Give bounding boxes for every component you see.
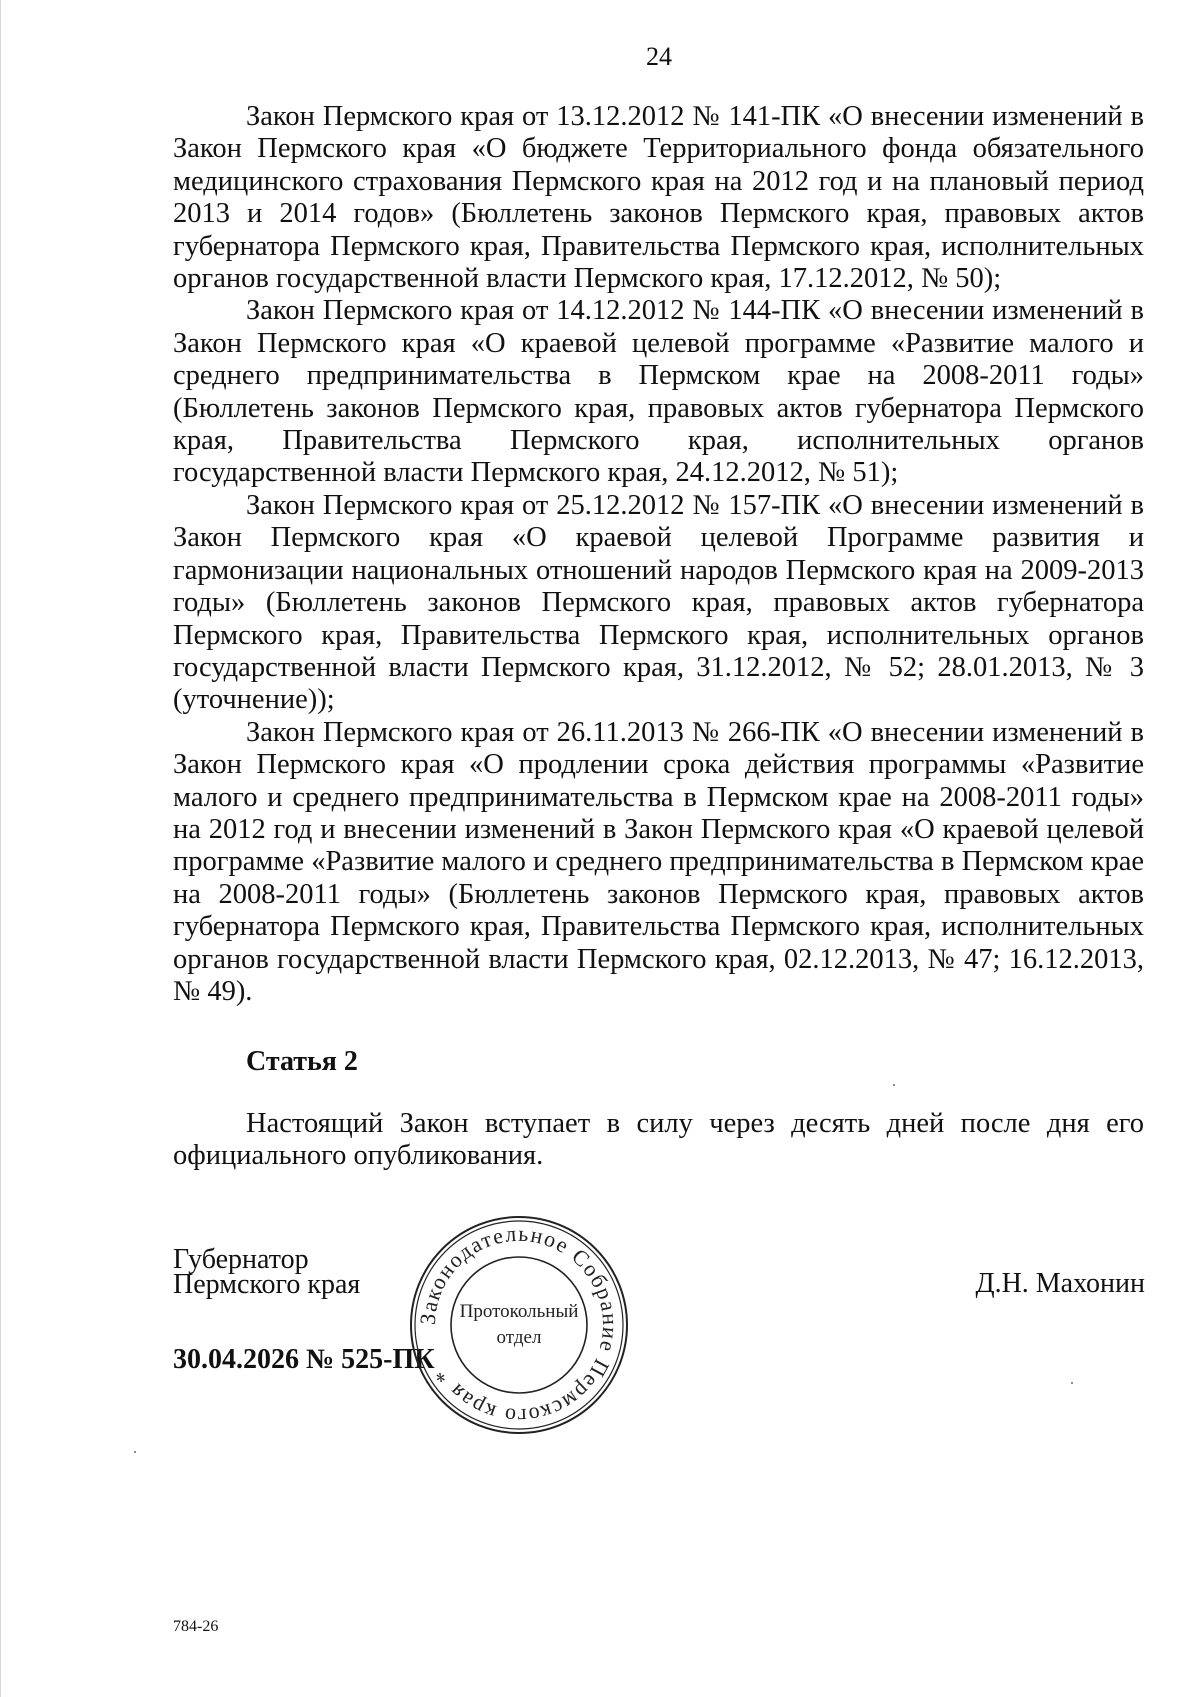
law-paragraph-3: Закон Пермского края от 25.12.2012 № 157-ПК «О внесении изменений в Закон Пермского края «О краевой целевой Программе развития и гармонизации национальных отношений народов Пермского края на 2009-2013 годы» (Бюллетень законов Пермского края, правовых актов губернатора Пермского края, Правительства Пермского края, исполнительных органов государственной власти Пермского края, 31.12.2012, № 52; 28.01.2013, № 3 (уточнение)); — [173, 489, 1144, 716]
footer-code: 784-26 — [173, 1618, 219, 1635]
stamp-center-line-1: Протокольный — [459, 1301, 579, 1322]
article-body — [173, 1108, 1144, 1173]
scan-speck — [1071, 1382, 1073, 1384]
law-paragraph-1: Закон Пермского края от 13.12.2012 № 141-ПК «О внесении изменений в Закон Пермского края «О бюджете Территориального фонда обязательного медицинского страхования Пермского края на 2012 год и на плановый период 2013 и 2014 годов» (Бюллетень законов Пермского края, правовых актов губернатора Пермского края, Правительства Пермского края, исполнительных органов государственной власти Пермского края, 17.12.2012, № 50); — [173, 101, 1144, 295]
official-stamp — [406, 1212, 632, 1438]
scan-edge — [0, 0, 1, 1697]
page-number: 24 — [646, 42, 672, 71]
signatory-position — [173, 1244, 361, 1300]
stamp-outer-ring — [411, 1217, 627, 1433]
article-paragraph: Настоящий Закон вступает в силу через десять дней после дня его официального опубликования. — [173, 1108, 1144, 1172]
law-list — [173, 101, 1144, 1008]
stamp-center-line-2: отдел — [496, 1327, 542, 1348]
stamp-ring-text: Законодательное Собрание Пермского края * — [414, 1220, 624, 1430]
signatory-position-line-2: Пермского края — [173, 1269, 361, 1300]
law-paragraph-4: Закон Пермского края от 26.11.2013 № 266-ПК «О внесении изменений в Закон Пермского края «О продлении срока действия программы «Развитие малого и среднего предпринимательства в Пермском крае на 2008-2011 годы» на 2012 год и внесении изменений в Закон Пермского края «О краевой целевой программе «Развитие малого и среднего предпринимательства в Пермском крае на 2008-2011 годы» (Бюллетень законов Пермского края, правовых актов губернатора Пермского края, Правительства Пермского края, исполнительных органов государственной власти Пермского края, 02.12.2013, № 47; 16.12.2013, № 49). — [173, 716, 1144, 1007]
law-date-number: 30.04.2026 № 525-ПК — [173, 1344, 435, 1375]
scan-speck — [893, 1084, 895, 1086]
signatory-position-line-1: Губернатор — [173, 1244, 309, 1275]
article-heading: Статья 2 — [246, 1046, 358, 1077]
law-paragraph-2: Закон Пермского края от 14.12.2012 № 144-ПК «О внесении изменений в Закон Пермского края «О краевой целевой программе «Развитие малого и среднего предпринимательства в Пермском крае на 2008-2011 годы» (Бюллетень законов Пермского края, правовых актов губернатора Пермского края, Правительства Пермского края, исполнительных органов государственной власти Пермского края, 24.12.2012, № 51); — [173, 295, 1144, 489]
stamp-inner-ring — [451, 1257, 587, 1393]
signatory-name: Д.Н. Махонин — [975, 1268, 1145, 1299]
scan-speck — [134, 1451, 136, 1453]
